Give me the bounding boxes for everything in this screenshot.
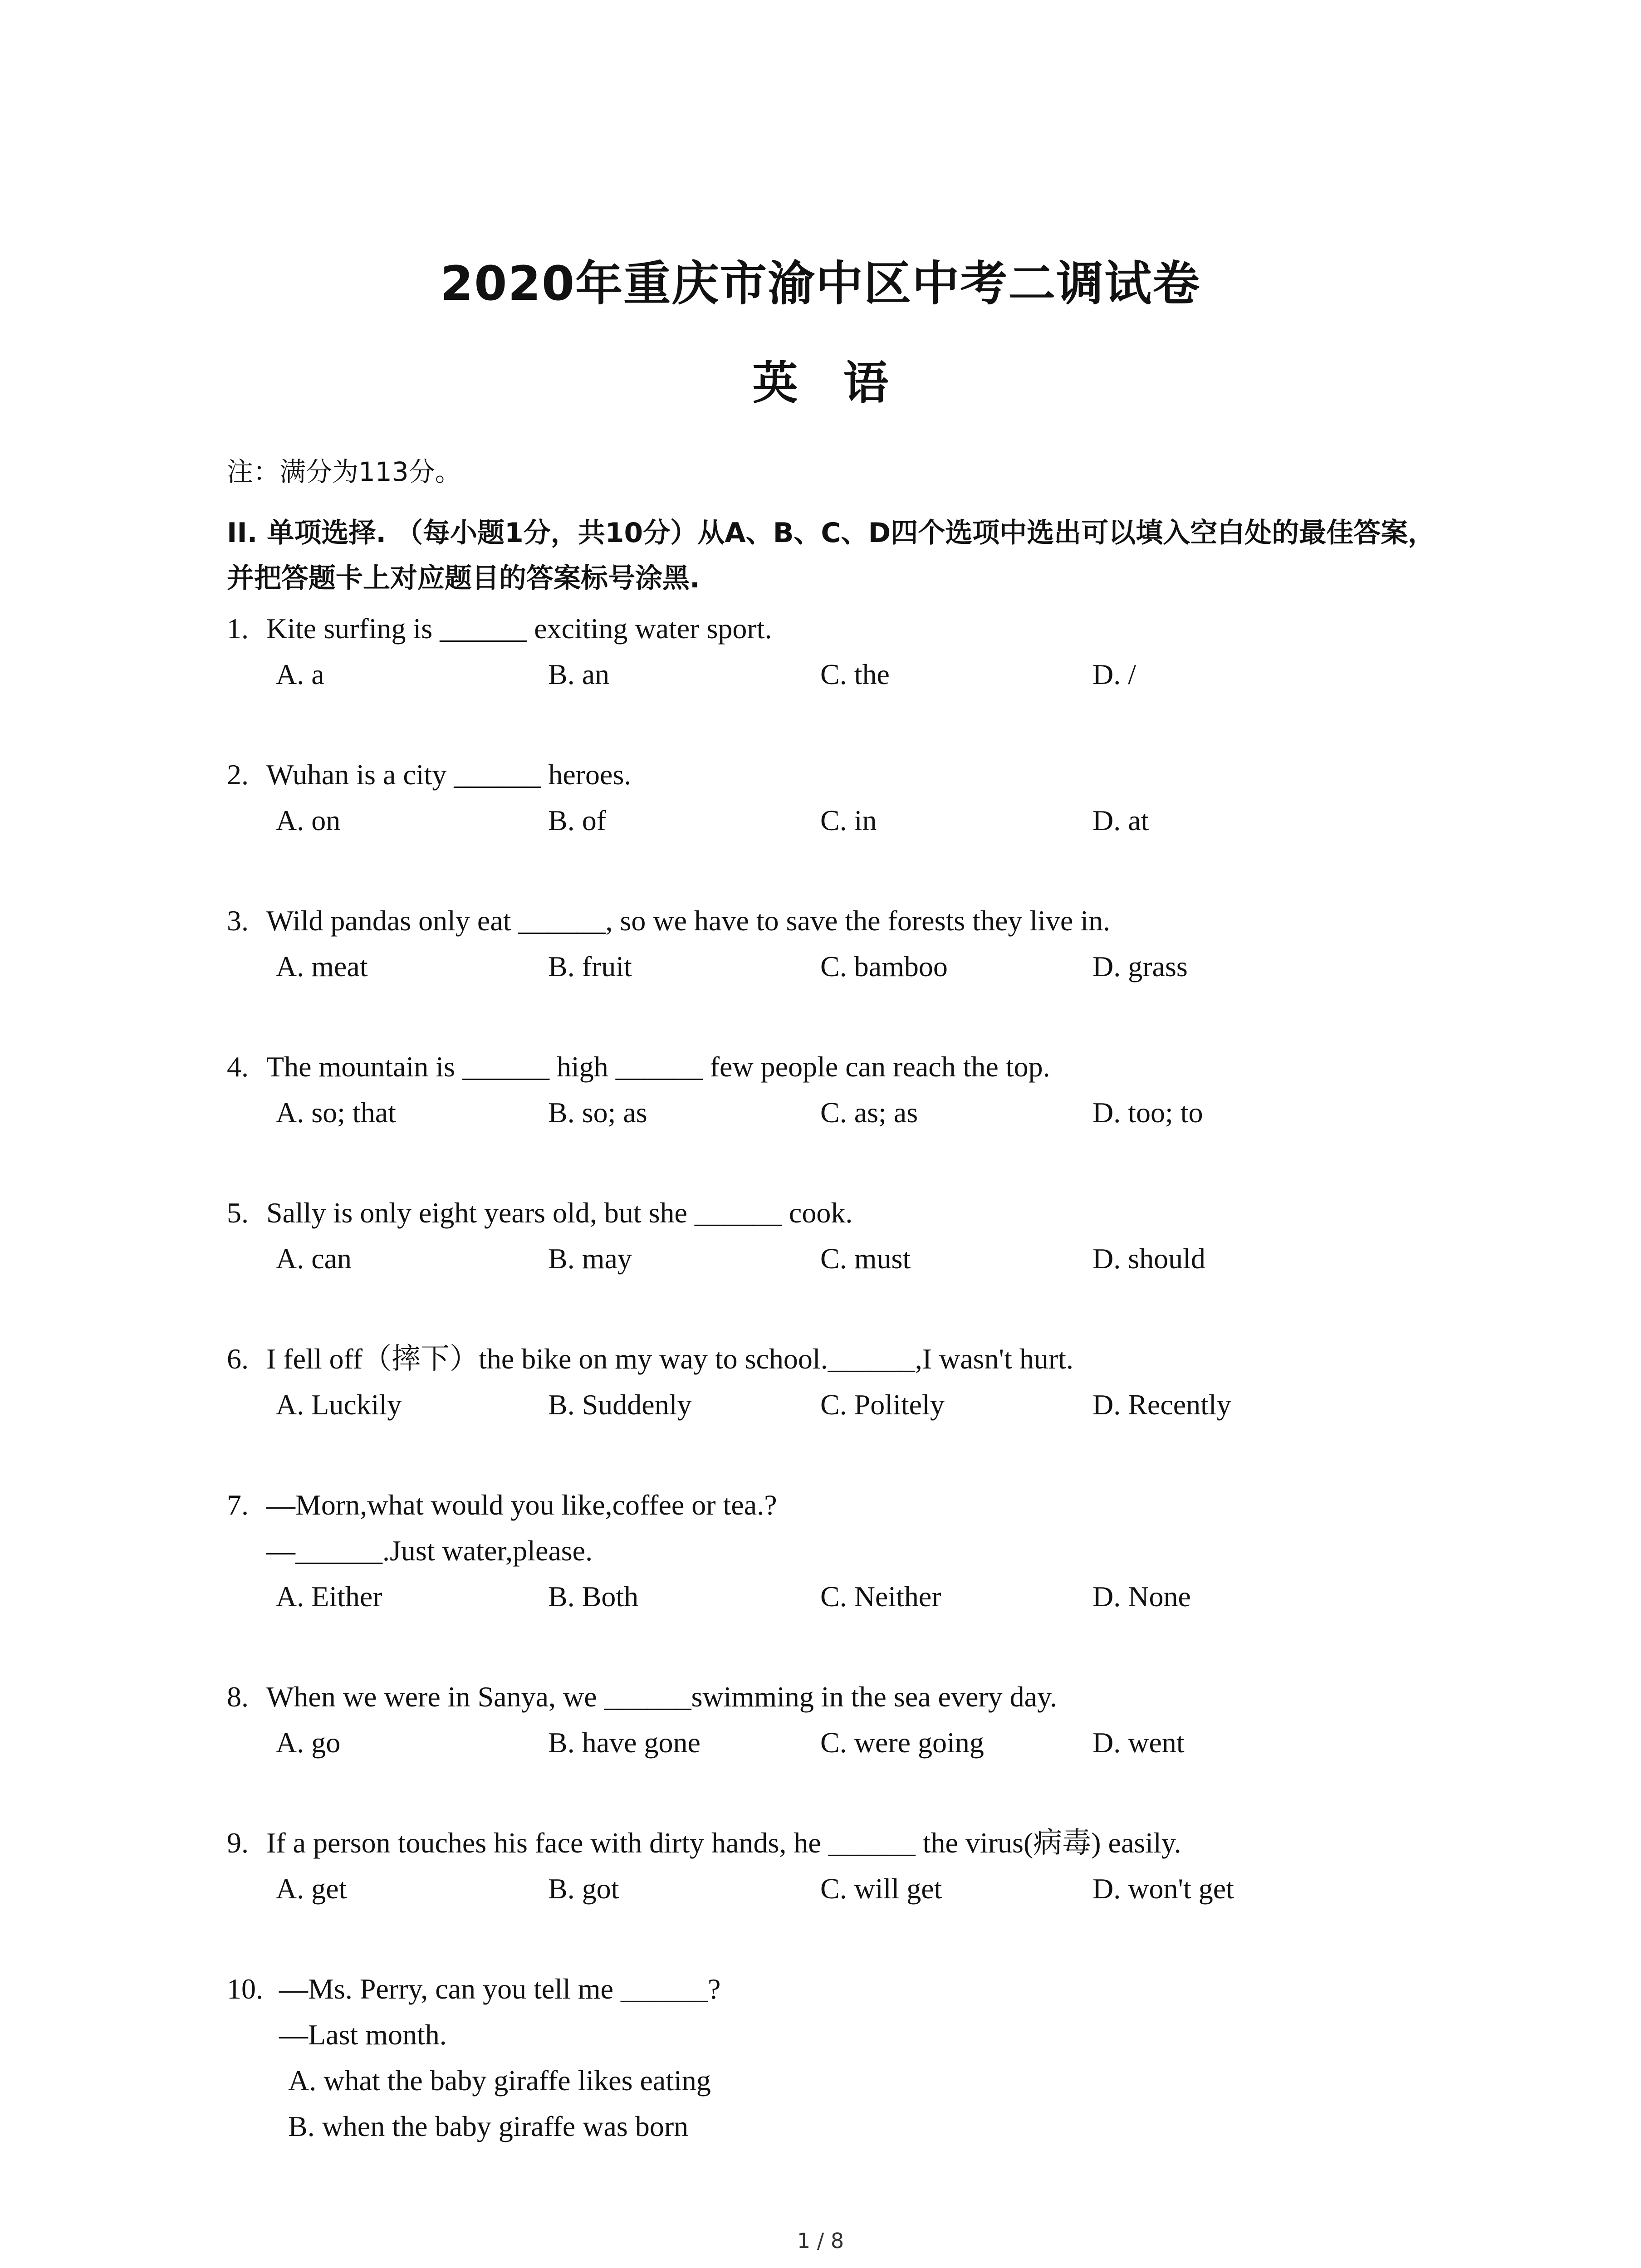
question-number: 1. xyxy=(227,612,249,645)
option-a: A. a xyxy=(276,658,324,690)
option-b: B. fruit xyxy=(548,950,632,982)
option-d: D. won't get xyxy=(1092,1872,1234,1905)
question-list xyxy=(227,606,1543,2149)
question-stem: The mountain is ______ high ______ few people can reach the top. xyxy=(266,1051,1050,1083)
options-row xyxy=(227,1574,1543,1619)
option-a: A. Either xyxy=(276,1580,382,1613)
options-row xyxy=(227,1866,1543,1911)
dialog-reply: —Last month. xyxy=(279,2019,447,2051)
question-8 xyxy=(227,1674,1543,1820)
question-stem: If a person touches his face with dirty hands, he ______ the virus(病毒) easily. xyxy=(266,1827,1181,1859)
question-stem: I fell off（摔下）the bike on my way to school.______,I wasn't hurt. xyxy=(266,1343,1073,1375)
option-b: B. have gone xyxy=(548,1726,700,1759)
options-row xyxy=(227,943,1543,989)
question-3 xyxy=(227,898,1543,1044)
option-b: B. when the baby giraffe was born xyxy=(288,2110,689,2142)
option-d: D. None xyxy=(1092,1580,1191,1613)
subject-title: 英 语 xyxy=(752,357,889,410)
option-c: C. bamboo xyxy=(820,950,948,982)
question-5 xyxy=(227,1190,1543,1336)
options-row xyxy=(227,797,1543,843)
option-d: D. too; to xyxy=(1092,1096,1203,1129)
option-a: A. so; that xyxy=(276,1096,396,1129)
option-b: B. so; as xyxy=(548,1096,647,1129)
section-heading: II. 单项选择. （每小题1分，共10分）从A、B、C、D四个选项中选出可以填入空白处的最佳答案，并把答题卡上对应题目的答案标号涂黑. xyxy=(227,517,1435,594)
option-c: C. will get xyxy=(820,1872,942,1905)
option-d: D. at xyxy=(1092,804,1149,836)
question-2 xyxy=(227,752,1543,898)
options-row xyxy=(227,651,1543,697)
dialog-reply: —______.Just water,please. xyxy=(266,1535,593,1567)
exam-title: 2020年重庆市渝中区中考二调试卷 xyxy=(440,256,1201,311)
option-a: A. Luckily xyxy=(276,1388,402,1421)
option-c: C. must xyxy=(820,1242,911,1275)
question-number: 5. xyxy=(227,1197,249,1229)
options-row xyxy=(227,1090,1543,1135)
option-b: B. Suddenly xyxy=(548,1388,692,1421)
question-1 xyxy=(227,606,1543,752)
question-number: 9. xyxy=(227,1827,249,1859)
page-number: 1 / 8 xyxy=(797,2229,844,2253)
question-9 xyxy=(227,1820,1543,1966)
options-row xyxy=(227,1382,1543,1427)
question-7 xyxy=(227,1482,1543,1674)
option-a: A. meat xyxy=(276,950,368,982)
option-d: D. grass xyxy=(1092,950,1188,982)
options-row xyxy=(227,1720,1543,1765)
question-number: 8. xyxy=(227,1681,249,1713)
option-b: B. of xyxy=(548,804,606,836)
option-b: B. got xyxy=(548,1872,619,1905)
option-c: C. the xyxy=(820,658,890,690)
question-4 xyxy=(227,1044,1543,1190)
option-b: B. an xyxy=(548,658,610,690)
question-6 xyxy=(227,1336,1543,1482)
question-stem: —Morn,what would you like,coffee or tea.? xyxy=(266,1489,777,1521)
question-number: 7. xyxy=(227,1489,249,1521)
option-c: C. in xyxy=(820,804,877,836)
option-c: C. Politely xyxy=(820,1388,945,1421)
question-stem: Wild pandas only eat ______, so we have to save the forests they live in. xyxy=(266,904,1111,937)
option-a: A. go xyxy=(276,1726,341,1759)
option-a: A. get xyxy=(276,1872,347,1905)
option-c: C. as; as xyxy=(820,1096,918,1129)
option-b: B. may xyxy=(548,1242,632,1275)
option-a: A. can xyxy=(276,1242,352,1275)
option-c: C. were going xyxy=(820,1726,984,1759)
option-a: A. what the baby giraffe likes eating xyxy=(288,2064,711,2097)
question-stem: When we were in Sanya, we ______swimming in the sea every day. xyxy=(266,1681,1057,1713)
question-10 xyxy=(227,1966,1543,2149)
question-number: 10. xyxy=(227,1973,263,2005)
question-number: 6. xyxy=(227,1343,249,1375)
question-stem: Wuhan is a city ______ heroes. xyxy=(266,758,632,791)
question-stem: Sally is only eight years old, but she ______ cook. xyxy=(266,1197,853,1229)
question-number: 3. xyxy=(227,904,249,937)
option-d: D. / xyxy=(1092,658,1136,690)
option-d: D. should xyxy=(1092,1242,1205,1275)
option-a: A. on xyxy=(276,804,341,836)
question-number: 2. xyxy=(227,758,249,791)
score-note: 注：满分为113分。 xyxy=(227,456,461,487)
question-stem: Kite surfing is ______ exciting water sport. xyxy=(266,612,772,645)
option-d: D. went xyxy=(1092,1726,1185,1759)
option-d: D. Recently xyxy=(1092,1388,1231,1421)
options-row xyxy=(227,1236,1543,1281)
option-b: B. Both xyxy=(548,1580,639,1613)
question-stem: —Ms. Perry, can you tell me ______? xyxy=(279,1973,721,2005)
question-number: 4. xyxy=(227,1051,249,1083)
option-c: C. Neither xyxy=(820,1580,941,1613)
